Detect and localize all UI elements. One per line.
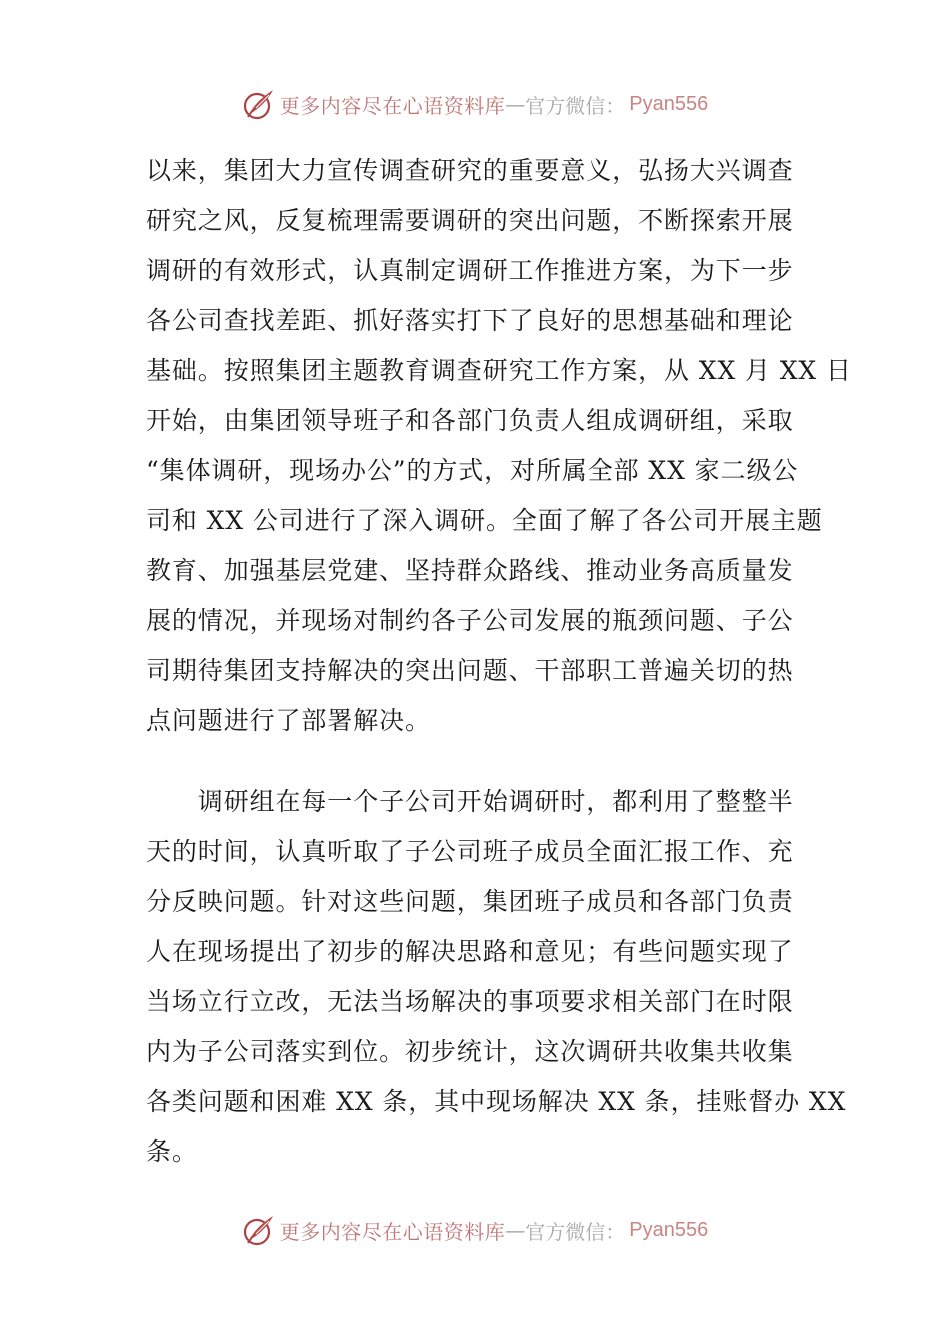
quill-pen-logo-icon — [242, 87, 276, 121]
text-line: 点问题进行了部署解决。 — [146, 706, 431, 735]
text-line: 司和 XX 公司进行了深入调研。全面了解了各公司开展主题 — [146, 506, 823, 535]
text-line: 内为子公司落实到位。初步统计，这次调研共收集共收集 — [146, 1037, 794, 1066]
paragraph-1 — [146, 146, 852, 746]
text-line: 天的时间，认真听取了子公司班子成员全面汇报工作、充 — [146, 837, 794, 866]
text-line: 以来，集团大力宣传调查研究的重要意义，弘扬大兴调查 — [146, 156, 794, 185]
text-line: 各公司查找差距、抓好落实打下了良好的思想基础和理论 — [146, 306, 794, 335]
text-line: “集体调研，现场办公”的方式，对所属全部 XX 家二级公 — [146, 456, 799, 485]
text-line: 人在现场提出了初步的解决思路和意见；有些问题实现了 — [146, 937, 794, 966]
text-line: 开始，由集团领导班子和各部门负责人组成调研组，采取 — [146, 406, 794, 435]
text-line: 研究之风，反复梳理需要调研的突出问题，不断探索开展 — [146, 206, 794, 235]
watermark-wechat-id: Pyan556 — [629, 92, 709, 115]
text-line: 基础。按照集团主题教育调查研究工作方案，从 XX 月 XX 日 — [146, 356, 852, 385]
watermark-wechat-id: Pyan556 — [629, 1218, 709, 1241]
watermark-official-label: 官方微信： — [525, 93, 626, 118]
footer-watermark — [0, 1210, 950, 1250]
watermark-text: 更多内容尽在心语资料库 — [279, 93, 506, 118]
text-line: 展的情况，并现场对制约各子公司发展的瓶颈问题、子公 — [146, 606, 794, 635]
text-line: 教育、加强基层党建、坚持群众路线、推动业务高质量发 — [146, 556, 794, 585]
text-line: 调研的有效形式，认真制定调研工作推进方案，为下一步 — [146, 256, 794, 285]
text-line: 各类问题和困难 XX 条，其中现场解决 XX 条，挂账督办 XX — [146, 1087, 847, 1116]
watermark-official-label: 官方微信： — [525, 1219, 626, 1244]
paragraph-2 — [146, 777, 847, 1177]
text-line: 分反映问题。针对这些问题，集团班子成员和各部门负责 — [146, 887, 794, 916]
text-line: 司期待集团支持解决的突出问题、干部职工普遍关切的热 — [146, 656, 794, 685]
quill-pen-logo-icon — [242, 1213, 276, 1247]
text-line: 调研组在每一个子公司开始调研时，都利用了整整半 — [146, 787, 794, 816]
text-line: 条。 — [146, 1137, 198, 1166]
watermark-dash: — — [505, 92, 526, 116]
text-line: 当场立行立改，无法当场解决的事项要求相关部门在时限 — [146, 987, 794, 1016]
watermark-dash: — — [505, 1218, 526, 1242]
header-watermark — [0, 84, 950, 124]
watermark-text: 更多内容尽在心语资料库 — [279, 1219, 506, 1244]
